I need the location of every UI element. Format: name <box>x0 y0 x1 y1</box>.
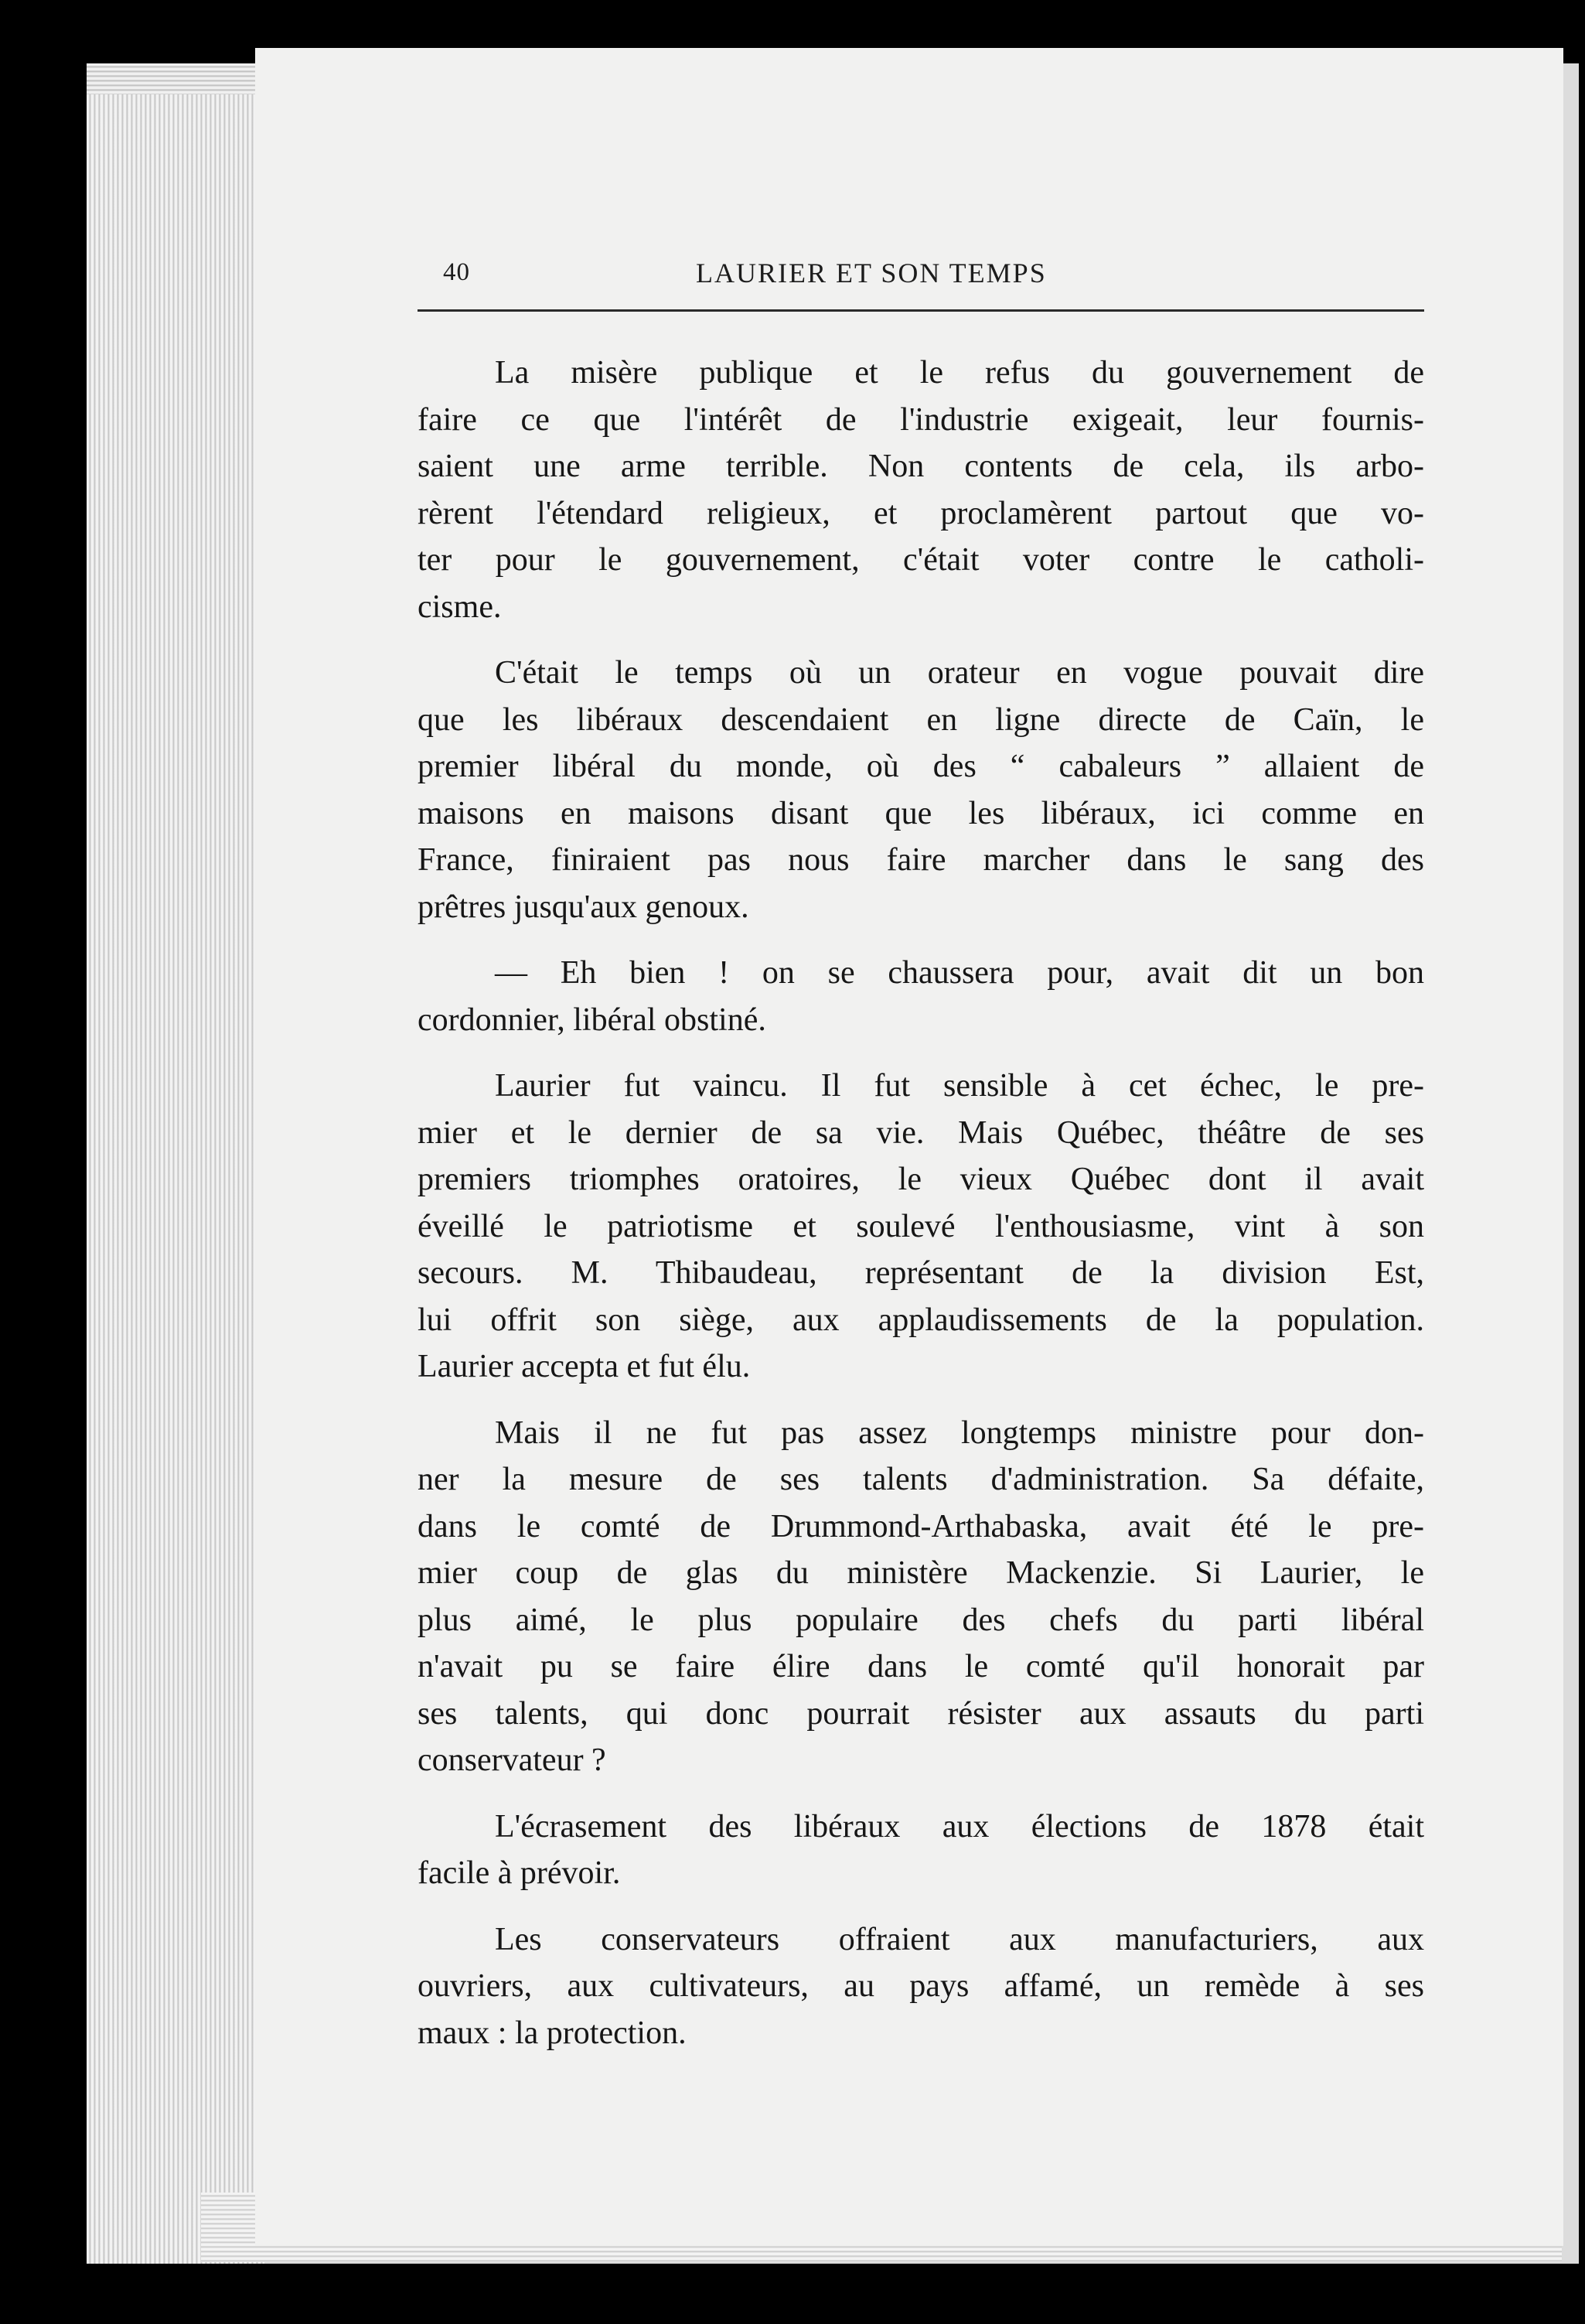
text-line: Mais il ne fut pas assez longtemps ministre pour don- <box>495 1415 1424 1451</box>
text-line: La misère publique et le refus du gouvernement de <box>495 355 1424 391</box>
page-number: 40 <box>443 258 470 286</box>
text-line: maux : la protection. <box>418 2015 687 2051</box>
header-rule <box>418 309 1424 312</box>
text-line: C'était le temps où un orateur en vogue pouvait dire <box>495 655 1424 691</box>
text-line: que les libéraux descendaient en ligne directe de Caïn, le <box>418 701 1424 738</box>
body-text <box>418 350 1424 2056</box>
text-line: dans le comté de Drummond-Arthabaska, avait été le pre- <box>418 1508 1424 1544</box>
text-line: ner la mesure de ses talents d'administration. Sa défaite, <box>418 1462 1424 1497</box>
text-line: faire ce que l'intérêt de l'industrie exigeait, leur fournis- <box>418 401 1424 438</box>
text-line: ses talents, qui donc pourrait résister aux assauts du parti <box>418 1695 1424 1732</box>
text-line: Les conservateurs offraient aux manufacturiers, aux <box>495 1921 1424 1957</box>
text-line: mier coup de glas du ministère Mackenzie. Si Laurier, le <box>418 1555 1424 1591</box>
text-line: éveillé le patriotisme et soulevé l'enthousiasme, vint à son <box>418 1208 1424 1244</box>
text-line: maisons en maisons disant que les libéraux, ici comme en <box>418 795 1424 831</box>
text-line: facile à prévoir. <box>418 1855 621 1891</box>
text-line: ter pour le gouvernement, c'était voter contre le catholi- <box>418 542 1424 578</box>
text-line: rèrent l'étendard religieux, et proclamèrent partout que vo- <box>418 495 1424 531</box>
text-line: secours. M. Thibaudeau, représentant de la division Est, <box>418 1255 1424 1291</box>
text-line: Laurier fut vaincu. Il fut sensible à cet échec, le pre- <box>495 1068 1424 1104</box>
paragraph <box>418 350 1424 630</box>
text-line: L'écrasement des libéraux aux élections de 1878 était <box>495 1808 1424 1845</box>
running-head <box>421 254 1426 300</box>
page-stack-top-edge <box>87 63 264 94</box>
paragraph <box>418 950 1424 1043</box>
paragraph <box>418 1410 1424 1784</box>
paragraph <box>418 650 1424 930</box>
text-line: mier et le dernier de sa vie. Mais Québec, théâtre de ses <box>418 1114 1424 1151</box>
text-line: premiers triomphes oratoires, le vieux Québec dont il avait <box>418 1162 1424 1197</box>
paragraph <box>418 1063 1424 1391</box>
text-line: lui offrit son siège, aux applaudissements de la population. <box>418 1302 1424 1338</box>
text-line: France, finiraient pas nous faire marcher dans le sang des <box>418 842 1424 878</box>
text-line: Laurier accepta et fut élu. <box>418 1349 751 1384</box>
text-line: — Eh bien ! on se chaussera pour, avait dit un bon <box>495 955 1424 991</box>
text-line: cordonnier, libéral obstiné. <box>418 1002 766 1038</box>
text-line: premier libéral du monde, où des “ cabaleurs ” allaient de <box>418 749 1424 784</box>
page-stack-left-edge <box>87 63 264 2264</box>
text-line: prêtres jusqu'aux genoux. <box>418 889 749 925</box>
paragraph <box>418 1804 1424 1897</box>
book-title: LAURIER ET SON TEMPS <box>696 258 1047 288</box>
text-line: plus aimé, le plus populaire des chefs du parti libéral <box>418 1602 1424 1638</box>
text-line: cisme. <box>418 589 502 625</box>
text-line: ouvriers, aux cultivateurs, au pays affamé, un remède à ses <box>418 1968 1424 2004</box>
text-line: n'avait pu se faire élire dans le comté qu'il honorait par <box>418 1649 1424 1684</box>
paragraph <box>418 1916 1424 2057</box>
text-line: saient une arme terrible. Non contents de cela, ils arbo- <box>418 449 1424 484</box>
text-line: conservateur ? <box>418 1742 606 1778</box>
